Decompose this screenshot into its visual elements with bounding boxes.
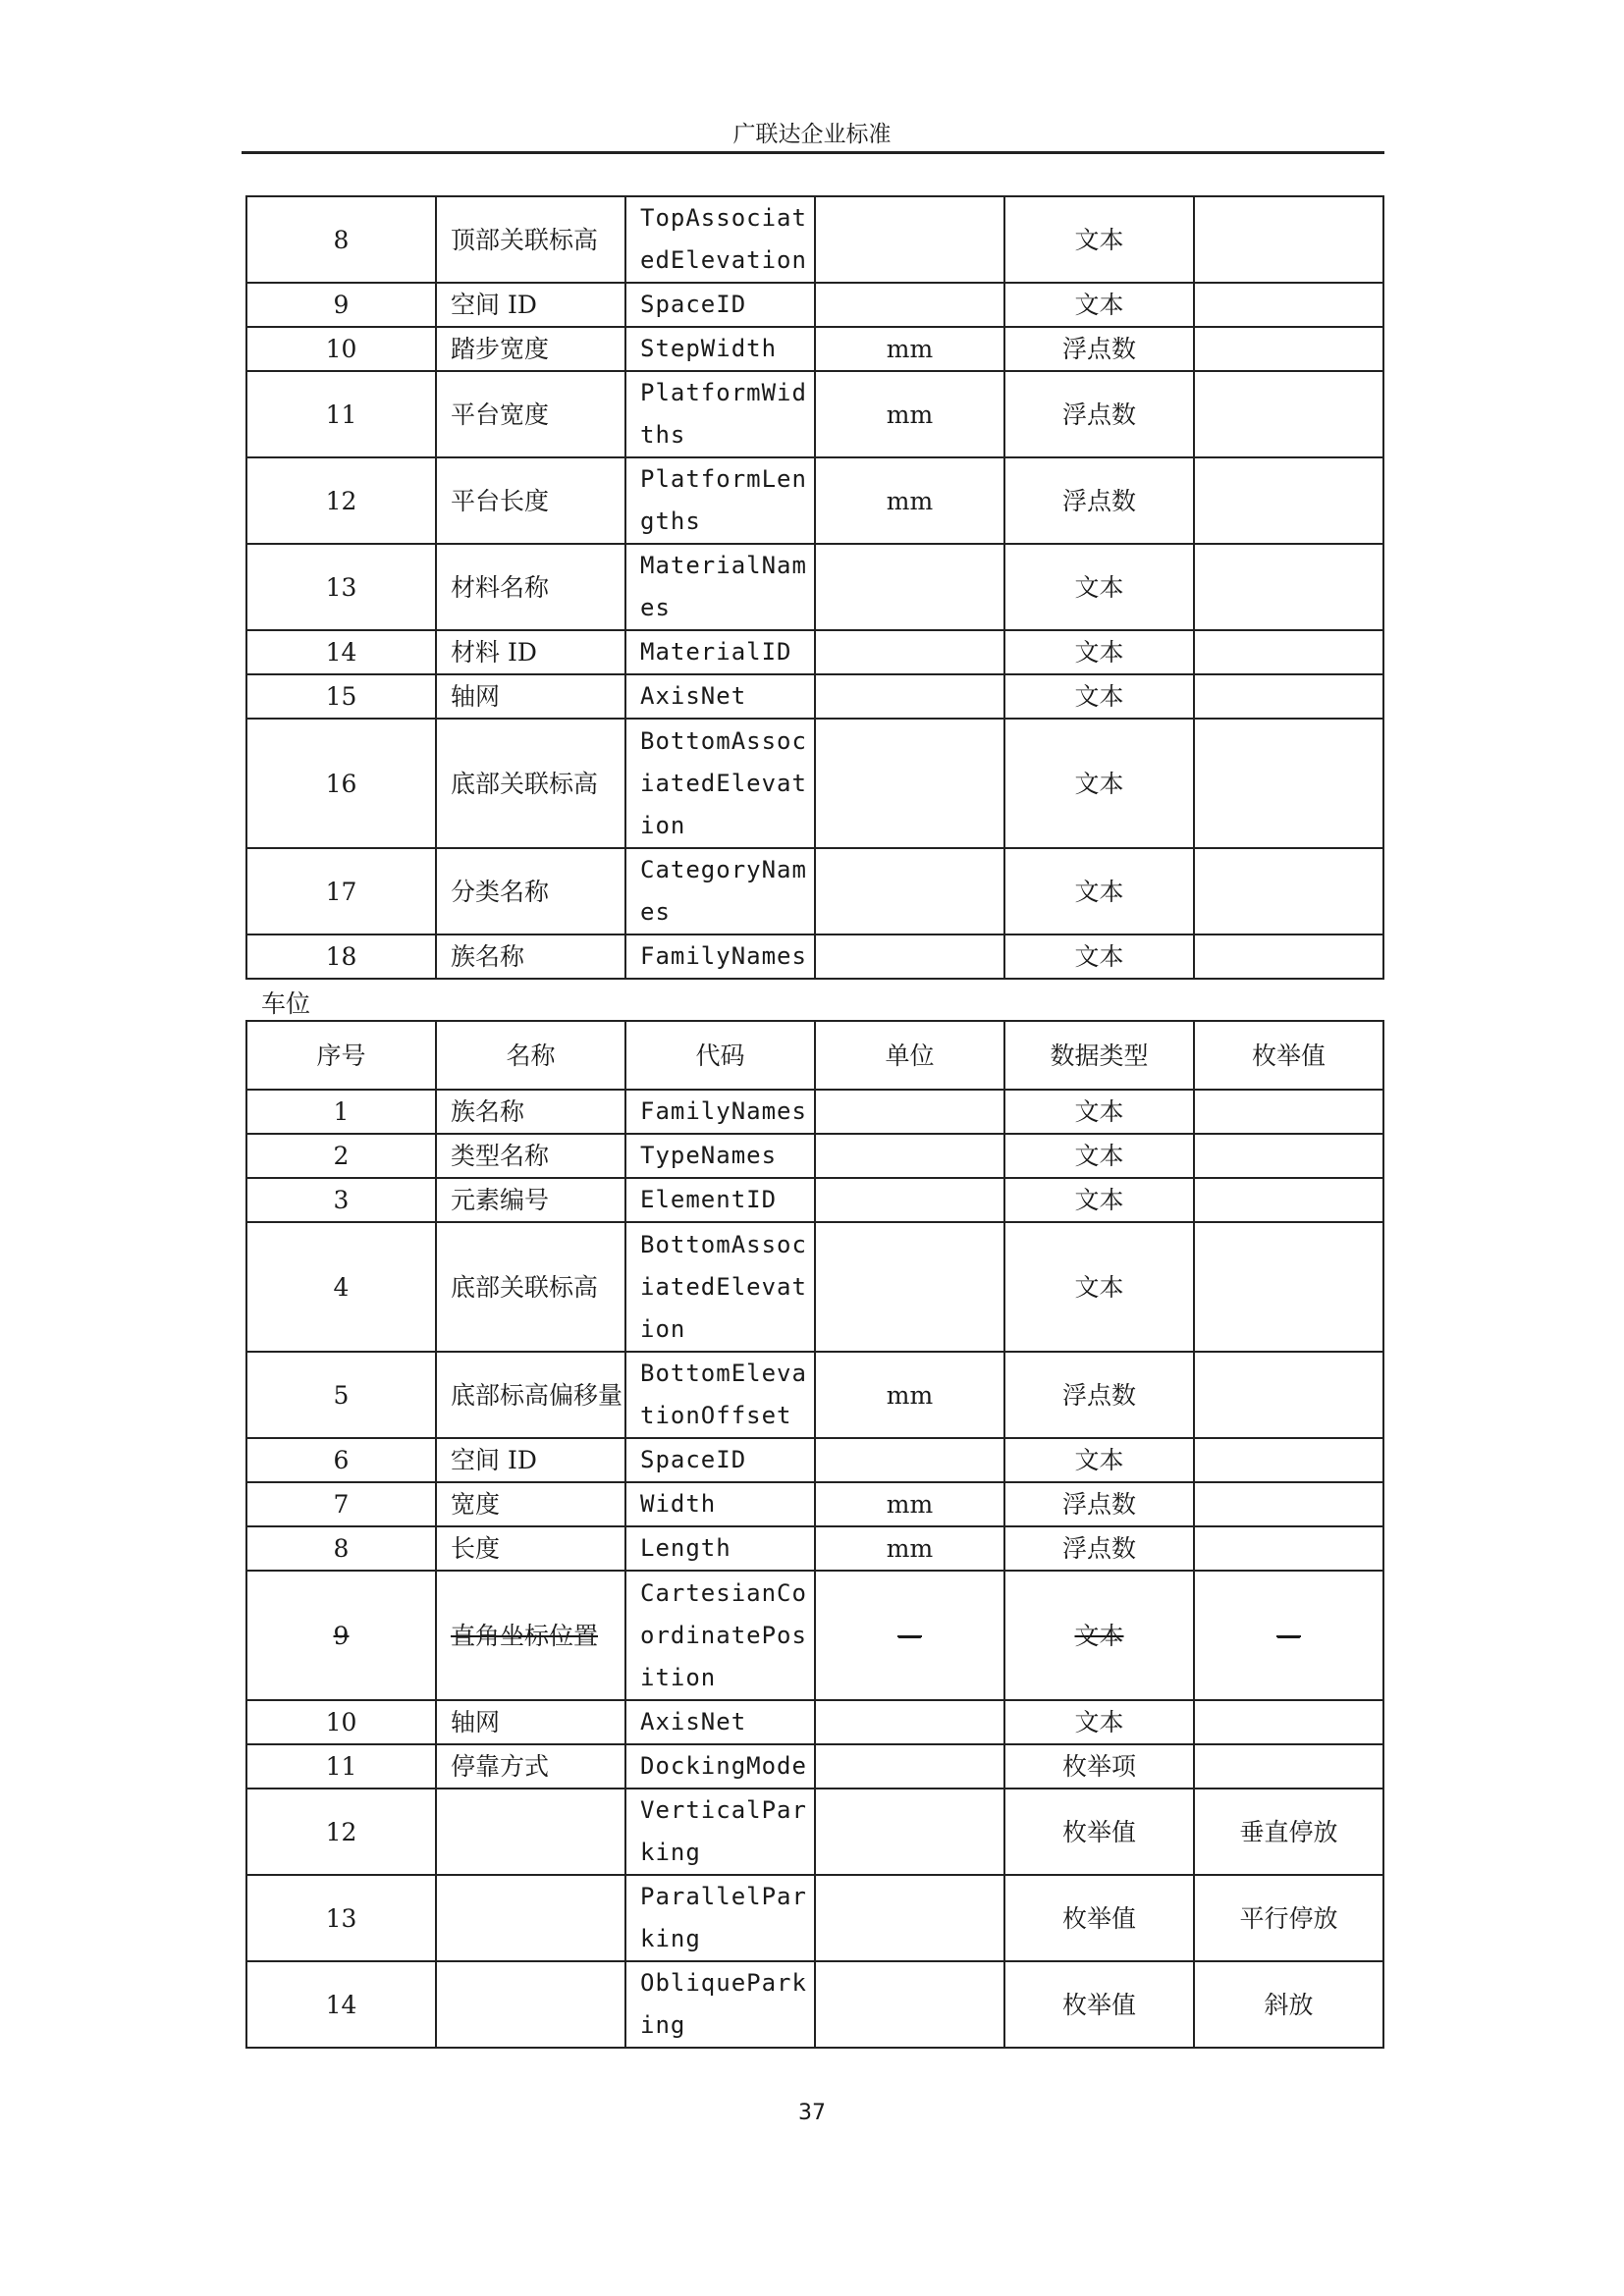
page-header-title: 广联达企业标准 (732, 122, 892, 147)
cell-type: 枚举值 (1004, 1789, 1194, 1875)
cell-name: 分类名称 (436, 848, 625, 934)
cell-no: 17 (246, 848, 436, 934)
cell-code: TopAssociatedElevation (625, 196, 815, 283)
cell-code: SpaceID (625, 1438, 815, 1482)
cell-type: 文本 (1004, 719, 1194, 848)
cell-no: 1 (246, 1090, 436, 1134)
cell-code: ObliquePark ing (625, 1961, 815, 2048)
cell-no: 11 (246, 371, 436, 457)
table-row (246, 457, 1383, 544)
cell-unit (815, 1438, 1004, 1482)
cell-code: BottomElevationOffset (625, 1352, 815, 1438)
header-unit: 单位 (815, 1021, 1004, 1090)
cell-enum (1194, 457, 1383, 544)
cell-no: 7 (246, 1482, 436, 1526)
cell-code: MaterialNames (625, 544, 815, 630)
cell-name: 顶部关联标高 (436, 196, 625, 283)
table-row (246, 848, 1383, 934)
cell-unit (815, 1700, 1004, 1744)
parking-attribute-table (245, 1020, 1384, 2049)
cell-unit: mm (815, 1482, 1004, 1526)
cell-unit (815, 630, 1004, 674)
cell-code: VerticalParking (625, 1789, 815, 1875)
cell-unit (815, 848, 1004, 934)
table-row (246, 934, 1383, 979)
cell-name: 空间 ID (436, 1438, 625, 1482)
table-row (246, 1744, 1383, 1789)
table-row (246, 1090, 1383, 1134)
cell-name: 踏步宽度 (436, 327, 625, 371)
table-row (246, 1961, 1383, 2048)
cell-no: 5 (246, 1352, 436, 1438)
table-row (246, 1571, 1383, 1700)
table-row (246, 630, 1383, 674)
table-row (246, 1526, 1383, 1571)
cell-code: FamilyNames (625, 934, 815, 979)
cell-enum (1194, 1526, 1383, 1571)
cell-enum: 斜放 (1194, 1961, 1383, 2048)
cell-enum: 平行停放 (1194, 1875, 1383, 1961)
table-row (246, 1438, 1383, 1482)
cell-enum (1194, 1222, 1383, 1352)
cell-unit (815, 1961, 1004, 2048)
cell-type: 文本 (1004, 1178, 1194, 1222)
cell-name (436, 1875, 625, 1961)
cell-code: Length (625, 1526, 815, 1571)
cell-unit (815, 1744, 1004, 1789)
cell-name: 材料名称 (436, 544, 625, 630)
cell-unit (815, 283, 1004, 327)
cell-type: 文本 (1004, 196, 1194, 283)
cell-unit (815, 674, 1004, 719)
cell-name: 底部关联标高 (436, 1222, 625, 1352)
cell-code: StepWidth (625, 327, 815, 371)
cell-name: 元素编号 (436, 1178, 625, 1222)
cell-code: SpaceID (625, 283, 815, 327)
cell-type: 枚举项 (1004, 1744, 1194, 1789)
cell-type: 枚举值 (1004, 1961, 1194, 2048)
cell-code: Width (625, 1482, 815, 1526)
cell-unit (815, 196, 1004, 283)
cell-no: 8 (246, 1526, 436, 1571)
cell-enum (1194, 371, 1383, 457)
cell-type: 文本 (1004, 1438, 1194, 1482)
cell-unit (815, 1178, 1004, 1222)
cell-no: 13 (246, 544, 436, 630)
cell-type: 浮点数 (1004, 1526, 1194, 1571)
cell-unit (815, 544, 1004, 630)
cell-enum (1194, 196, 1383, 283)
header-no: 序号 (246, 1021, 436, 1090)
cell-name (436, 1789, 625, 1875)
cell-name: 宽度 (436, 1482, 625, 1526)
cell-name: 停靠方式 (436, 1744, 625, 1789)
attribute-table-continued (245, 195, 1384, 980)
cell-name: 族名称 (436, 934, 625, 979)
cell-no: 16 (246, 719, 436, 848)
table-row (246, 327, 1383, 371)
cell-enum (1194, 1700, 1383, 1744)
cell-no: 12 (246, 457, 436, 544)
section-label-parking: 车位 (261, 989, 311, 1018)
table-row (246, 1789, 1383, 1875)
cell-unit (815, 1090, 1004, 1134)
cell-no: 11 (246, 1744, 436, 1789)
cell-name (436, 1961, 625, 2048)
cell-enum: — (1194, 1571, 1383, 1700)
cell-no: 6 (246, 1438, 436, 1482)
header-rule (242, 151, 1384, 154)
cell-type: 文本 (1004, 283, 1194, 327)
cell-enum (1194, 327, 1383, 371)
cell-no: 10 (246, 327, 436, 371)
cell-enum: 垂直停放 (1194, 1789, 1383, 1875)
cell-code: FamilyNames (625, 1090, 815, 1134)
cell-enum (1194, 1438, 1383, 1482)
cell-code: PlatformWidths (625, 371, 815, 457)
cell-name: 材料 ID (436, 630, 625, 674)
cell-type: 文本 (1004, 934, 1194, 979)
cell-no: 8 (246, 196, 436, 283)
cell-type: 文本 (1004, 630, 1194, 674)
cell-name: 长度 (436, 1526, 625, 1571)
header-name: 名称 (436, 1021, 625, 1090)
cell-unit: — (815, 1571, 1004, 1700)
cell-code: DockingMode (625, 1744, 815, 1789)
table-row (246, 283, 1383, 327)
cell-code: BottomAssociatedElevation (625, 719, 815, 848)
table-row (246, 544, 1383, 630)
cell-name: 空间 ID (436, 283, 625, 327)
cell-code: AxisNet (625, 1700, 815, 1744)
cell-type: 文本 (1004, 544, 1194, 630)
table-row (246, 1134, 1383, 1178)
cell-code: TypeNames (625, 1134, 815, 1178)
cell-code: PlatformLengths (625, 457, 815, 544)
cell-code: CartesianCoordinatePosition (625, 1571, 815, 1700)
cell-no: 3 (246, 1178, 436, 1222)
table-header-row (246, 1021, 1383, 1090)
cell-type: 浮点数 (1004, 371, 1194, 457)
cell-no: 14 (246, 1961, 436, 2048)
table-row (246, 196, 1383, 283)
cell-name: 直角坐标位置 (436, 1571, 625, 1700)
cell-unit: mm (815, 327, 1004, 371)
cell-name: 平台宽度 (436, 371, 625, 457)
cell-unit (815, 1789, 1004, 1875)
cell-type: 浮点数 (1004, 1482, 1194, 1526)
cell-enum (1194, 283, 1383, 327)
cell-enum (1194, 544, 1383, 630)
cell-enum (1194, 848, 1383, 934)
cell-type: 浮点数 (1004, 457, 1194, 544)
page-number: 37 (798, 2101, 826, 2125)
cell-no: 10 (246, 1700, 436, 1744)
table-row (246, 1482, 1383, 1526)
cell-code: ElementID (625, 1178, 815, 1222)
cell-name: 底部关联标高 (436, 719, 625, 848)
cell-no: 9 (246, 283, 436, 327)
cell-enum (1194, 1134, 1383, 1178)
cell-code: MaterialID (625, 630, 815, 674)
table-row (246, 1700, 1383, 1744)
cell-enum (1194, 1178, 1383, 1222)
cell-unit: mm (815, 457, 1004, 544)
cell-type: 浮点数 (1004, 1352, 1194, 1438)
cell-unit: mm (815, 1526, 1004, 1571)
cell-enum (1194, 630, 1383, 674)
table-row (246, 1875, 1383, 1961)
cell-unit (815, 1875, 1004, 1961)
cell-type: 文本 (1004, 848, 1194, 934)
cell-name: 轴网 (436, 1700, 625, 1744)
cell-enum (1194, 719, 1383, 848)
cell-code: AxisNet (625, 674, 815, 719)
cell-type: 浮点数 (1004, 327, 1194, 371)
cell-unit (815, 934, 1004, 979)
cell-no: 18 (246, 934, 436, 979)
cell-no: 13 (246, 1875, 436, 1961)
table-row (246, 719, 1383, 848)
cell-type: 文本 (1004, 674, 1194, 719)
cell-no: 2 (246, 1134, 436, 1178)
cell-unit: mm (815, 371, 1004, 457)
cell-unit (815, 1134, 1004, 1178)
header-type: 数据类型 (1004, 1021, 1194, 1090)
cell-no: 9 (246, 1571, 436, 1700)
cell-enum (1194, 1482, 1383, 1526)
table-row (246, 1352, 1383, 1438)
cell-enum (1194, 1352, 1383, 1438)
cell-no: 12 (246, 1789, 436, 1875)
cell-unit (815, 719, 1004, 848)
cell-name: 族名称 (436, 1090, 625, 1134)
cell-code: ParallelParking (625, 1875, 815, 1961)
cell-no: 14 (246, 630, 436, 674)
cell-enum (1194, 1090, 1383, 1134)
cell-no: 4 (246, 1222, 436, 1352)
cell-type: 文本 (1004, 1090, 1194, 1134)
header-code: 代码 (625, 1021, 815, 1090)
cell-enum (1194, 1744, 1383, 1789)
cell-no: 15 (246, 674, 436, 719)
cell-enum (1194, 934, 1383, 979)
cell-name: 类型名称 (436, 1134, 625, 1178)
cell-type: 文本 (1004, 1134, 1194, 1178)
cell-type: 文本 (1004, 1700, 1194, 1744)
cell-unit: mm (815, 1352, 1004, 1438)
cell-type: 文本 (1004, 1222, 1194, 1352)
table-row (246, 674, 1383, 719)
table-row (246, 1222, 1383, 1352)
cell-type: 枚举值 (1004, 1875, 1194, 1961)
header-enum: 枚举值 (1194, 1021, 1383, 1090)
cell-code: BottomAssociatedElevation (625, 1222, 815, 1352)
cell-name: 平台长度 (436, 457, 625, 544)
cell-enum (1194, 674, 1383, 719)
cell-name: 底部标高偏移量 (436, 1352, 625, 1438)
cell-unit (815, 1222, 1004, 1352)
table-row (246, 1178, 1383, 1222)
table-row (246, 371, 1383, 457)
cell-name: 轴网 (436, 674, 625, 719)
cell-type: 文本 (1004, 1571, 1194, 1700)
cell-code: CategoryNames (625, 848, 815, 934)
